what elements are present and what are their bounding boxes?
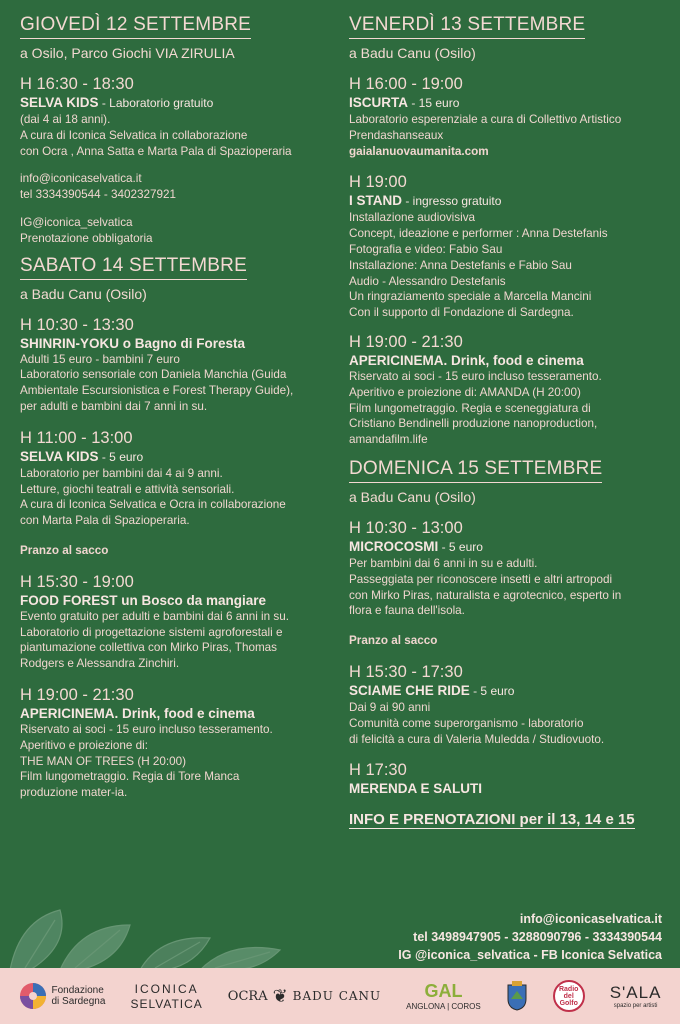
event-line: Con il supporto di Fondazione di Sardegna. [349,306,574,320]
logo-gal [406,981,481,1011]
event-line: flora e fauna dell'isola. [349,604,465,618]
logo-text: di Sardegna [51,996,106,1007]
event-line: di felicità a cura di Valeria Muledda / Studiovuoto. [349,732,605,746]
location-giovedi: a Osilo, Parco Giochi VIA ZIRULIA [20,45,235,61]
event-title: MICROCOSMI - 5 euro [349,538,483,554]
deer-icon: ❦ [272,985,288,1006]
event-line: Film lungometraggio. Regia e sceneggiatura di [349,401,591,415]
logo-text: SELVATICA [130,996,203,1011]
logo-fondazione [19,982,106,1010]
event-line: Per bambini dai 6 anni in su e adulti. [349,556,538,570]
logo-text: ICONICA [134,981,199,996]
event-line: A cura di Iconica Selvatica in collaborazione [20,128,248,142]
event-time: H 15:30 - 17:30 [349,662,463,681]
event-line: Film lungometraggio. Regia di Tore Manca [20,770,240,784]
event-title: SCIAME CHE RIDE - 5 euro [349,682,515,698]
day-title-giovedi: GIOVEDÌ 12 SETTEMBRE [20,14,251,39]
coat-of-arms-icon [506,981,528,1011]
left-column [20,14,330,801]
event-line: piantumazione collettiva con Mirko Piras, Thomas [20,641,278,655]
logo-radio [553,980,585,1012]
location-venerdi: a Badu Canu (Osilo) [349,45,476,61]
logo-iconica [130,982,202,1011]
sponsor-footer [0,968,680,1024]
event-title: SHINRIN-YOKU o Bagno di Foresta [20,335,246,351]
event-title: FOOD FOREST un Bosco da mangiare [20,592,267,608]
event-time: H 19:00 [349,173,407,192]
logo-ocra-badu [228,986,381,1007]
event-time: H 16:30 - 18:30 [20,75,134,93]
event-line: amandafilm.life [349,433,428,447]
event-time: H 10:30 - 13:30 [20,315,134,334]
day-title-venerdi: VENERDÌ 13 SETTEMBRE [349,14,585,39]
day-title-domenica: DOMENICA 15 SETTEMBRE [349,458,602,483]
event-line: Laboratorio esperenziale a cura di Collettivo Artistico [349,113,622,126]
logo-text: BADU CANU [292,989,382,1003]
fondazione-icon [19,982,47,1010]
right-column [349,14,669,829]
event-line: Riservato ai soci - 15 euro incluso tesseramento. [349,369,602,383]
location-domenica: a Badu Canu (Osilo) [349,488,476,505]
event-line: THE MAN OF TREES (H 20:00) [20,754,187,768]
location-sabato: a Badu Canu (Osilo) [20,285,147,302]
event-time: H 15:30 - 19:00 [20,572,134,591]
event-line: Aperitivo e proiezione di: AMANDA (H 20:00) [349,385,581,399]
logo-text: S'ALA [609,983,662,1002]
logo-text: spazio per artisti [613,1003,658,1009]
event-title: ISCURTA - 15 euro [349,95,460,110]
event-line: Dai 9 ai 90 anni [349,700,431,714]
event-line: Ambientale Escursionistica e Forest Therapy Guide), [20,384,294,398]
logo-text: ANGLONA | COROS [406,1002,481,1011]
event-line: Laboratorio per bambini dai 4 ai 9 anni. [20,466,223,480]
event-line: Riservato ai soci - 15 euro incluso tesseramento. [20,722,273,736]
logo-text: del [563,992,574,1000]
event-line: Aperitivo e proiezione di: [20,738,148,752]
lunch-note: Pranzo al sacco [20,543,109,557]
event-line: Passeggiata per riconoscere insetti e altri artropodi [349,572,613,586]
event-time: H 11:00 - 13:00 [20,428,133,447]
logo-text: Golfo [559,999,578,1007]
logo-comune [506,981,528,1011]
event-line: Un ringraziamento speciale a Marcella Mancini [349,290,592,304]
event-line: Evento gratuito per adulti e bambini dai 6 anni in su. [20,609,289,623]
event-line: con Mirko Piras, naturalista e agrotecnico, esperto in [349,588,622,602]
logo-text: Fondazione [51,985,104,996]
event-time: H 10:30 - 13:00 [349,518,463,537]
event-line: per adulti e bambini dai 7 anni in su. [20,399,208,413]
event-line: Concept, ideazione e performer : Anna Destefanis [349,227,608,241]
event-line: Letture, giochi teatrali e attività sensoriali. [20,482,235,496]
event-line: con Ocra , Anna Satta e Marta Pala di Spazioperaria [20,144,292,158]
contact-phone: tel 3334390544 - 3402327921 [20,188,176,202]
event-line: Audio - Alessandro Destefanis [349,274,506,288]
event-line: Comunità come superorganismo - laboratorio [349,716,584,730]
event-title: APERICINEMA. Drink, food e cinema [20,705,255,721]
logo-text: OCRA [227,988,268,1004]
event-line: (dai 4 ai 18 anni). [20,113,111,126]
event-title: SELVA KIDS - 5 euro [20,448,144,464]
event-title: MERENDA E SALUTI [349,781,483,797]
event-title: SELVA KIDS - Laboratorio gratuito [20,95,214,110]
event-time: H 19:00 - 21:30 [349,332,463,351]
info-title: INFO E PRENOTAZIONI per il 13, 14 e 15 [349,811,635,829]
event-line: Installazione: Anna Destefanis e Fabio Sau [349,258,572,272]
event-line: Fotografia e video: Fabio Sau [349,242,503,256]
event-time: H 16:00 - 19:00 [349,75,463,93]
event-line: Laboratorio sensoriale con Daniela Manchia (Guida [20,368,287,382]
event-line: con Marta Pala di Spazioperaria. [20,514,190,528]
event-link[interactable]: gaialanuovaumanita.com [349,144,489,158]
logo-sala [610,983,662,1009]
info-phones: tel 3498947905 - 3288090796 - 3334390544 [413,930,662,944]
event-line: Prendashanseaux [349,128,444,142]
event-line: Adulti 15 euro - bambini 7 euro [20,352,180,366]
social-handle: IG@iconica_selvatica [20,215,133,229]
event-time: H 19:00 - 21:30 [20,685,134,704]
event-line: Rodgers e Alessandra Zinchiri. [20,657,180,671]
event-line: produzione mater-ia. [20,786,128,800]
info-social: IG @iconica_selvatica - FB Iconica Selvatica [398,948,662,962]
event-time: H 17:30 [349,761,407,780]
contact-email[interactable]: info@iconicaselvatica.it [20,172,142,186]
event-line: Laboratorio di progettazione sistemi agroforestali e [20,625,283,639]
leaves-decoration [0,890,300,970]
lunch-note: Pranzo al sacco [349,634,438,648]
logo-text: Radio [558,985,579,993]
day-title-sabato: SABATO 14 SETTEMBRE [20,255,247,280]
event-title: I STAND - ingresso gratuito [349,193,502,209]
info-block [332,910,662,964]
booking-note: Prenotazione obbligatoria [20,231,153,245]
logo-text: GAL [424,981,463,1001]
info-email[interactable]: info@iconicaselvatica.it [519,912,662,926]
event-line: Installazione audiovisiva [349,211,476,225]
event-title: APERICINEMA. Drink, food e cinema [349,352,584,368]
event-line: A cura di Iconica Selvatica e Ocra in collaborazione [20,498,286,512]
event-line: Cristiano Bendinelli produzione nanoproduction, [349,417,598,431]
